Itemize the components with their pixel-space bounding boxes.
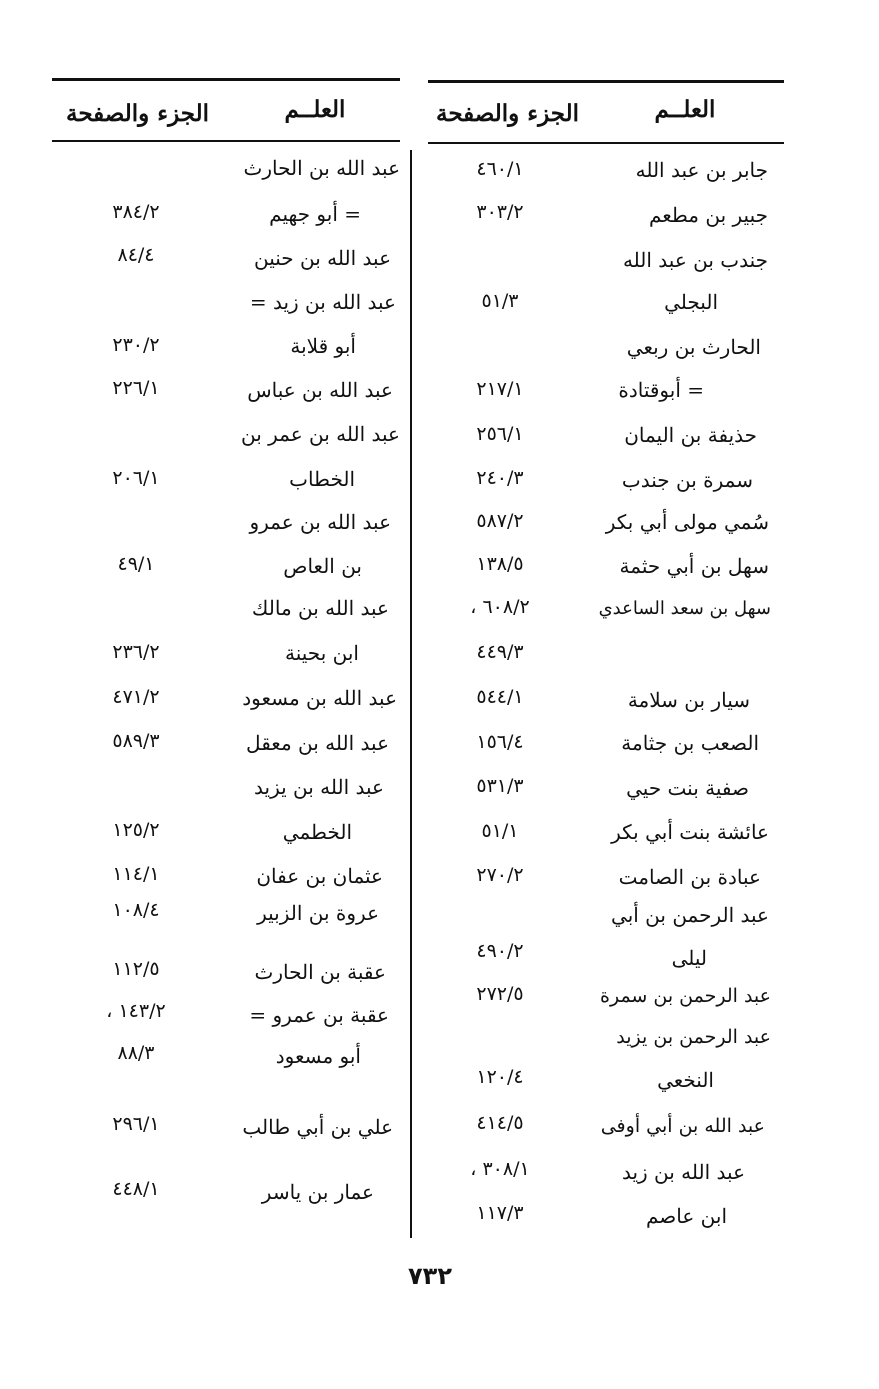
left-name-8: عبد الله بن عمرو (249, 510, 391, 534)
right-name-3: البجلي (664, 290, 718, 314)
left-name-12: عبد الله بن مسعود (242, 686, 397, 710)
right-ref-11: ٤٤٩/٣ (476, 641, 524, 663)
left-ref-4: ٢٣٠/٢ (112, 334, 160, 356)
right-name-1: جبير بن مطعم (648, 203, 768, 227)
right-ref-21: ١٢٠/٤ (476, 1066, 524, 1088)
right-name-8: سُمي مولى أبي بكر (605, 510, 769, 534)
right-ref-16: ٢٧٠/٢ (476, 864, 524, 886)
right-name-9: سهل بن أبي حثمة (619, 554, 769, 578)
left-name-9: بن العاص (283, 554, 362, 578)
left-ref-13: ٥٨٩/٣ (112, 730, 160, 752)
right-ref-13: ١٥٦/٤ (476, 731, 524, 753)
left-name-7: الخطاب (289, 467, 355, 491)
right-name-19: عبد الرحمن بن سمرة (600, 985, 771, 1007)
right-name-header: العلــم (654, 96, 716, 123)
left-ref-11: ٢٣٦/٢ (112, 641, 160, 663)
left-name-3: عبد الله بن زيد = (249, 290, 396, 314)
right-name-17: عبد الرحمن بن أبي (611, 903, 769, 927)
left-name-20: أبو مسعود (275, 1044, 361, 1068)
right-name-5: = أبوقتادة (618, 378, 704, 402)
right-ref-header: الجزء والصفحة (435, 100, 580, 127)
right-name-4: الحارث بن ربعي (626, 335, 761, 359)
left-ref-1: ٣٨٤/٢ (112, 201, 160, 223)
left-name-22: عمار بن ياسر (261, 1180, 374, 1204)
right-name-2: جندب بن عبد الله (622, 248, 768, 272)
left-ref-header: الجزء والصفحة (65, 100, 210, 127)
right-name-14: صفية بنت حيي (626, 776, 749, 800)
right-ref-3: ٥١/٣ (481, 290, 519, 312)
left-name-15: الخطمي (282, 820, 352, 844)
left-name-1: = أبو جهيم (269, 202, 361, 226)
right-name-22: عبد الله بن أبي أوفى (600, 1115, 765, 1137)
right-name-23: عبد الله بن زيد (621, 1160, 745, 1184)
left-ref-2: ٨٤/٤ (117, 244, 155, 266)
right-name-18: ليلى (671, 946, 707, 970)
right-ref-7: ٢٤٠/٣ (476, 467, 524, 489)
left-name-11: ابن بحينة (285, 641, 359, 665)
right-ref-6: ٢٥٦/١ (476, 423, 524, 445)
left-name-21: علي بن أبي طالب (242, 1115, 393, 1139)
left-ref-9: ٤٩/١ (117, 553, 155, 575)
left-name-18: عقبة بن الحارث (254, 960, 386, 984)
right-name-10: سهل بن سعد الساعدي (598, 598, 771, 619)
right-name-12: سيار بن سلامة (627, 688, 750, 712)
right-ref-10: ٦٠٨/٢ ، (470, 596, 530, 618)
left-ref-19: ١٤٣/٢ ، (106, 1000, 166, 1022)
right-name-6: حذيفة بن اليمان (624, 423, 757, 447)
left-ref-16: ١١٤/١ (112, 863, 160, 885)
header-rule-right (428, 80, 784, 83)
right-ref-1: ٣٠٣/٢ (476, 201, 524, 223)
right-ref-23: ٣٠٨/١ ، (470, 1158, 530, 1180)
left-name-10: عبد الله بن مالك (251, 596, 389, 620)
left-name-6: عبد الله بن عمر بن (240, 422, 400, 446)
left-ref-20: ٨٨/٣ (117, 1042, 155, 1064)
right-ref-8: ٥٨٧/٢ (476, 510, 524, 532)
right-ref-18: ٤٩٠/٢ (476, 940, 524, 962)
left-name-5: عبد الله بن عباس (247, 378, 393, 402)
header-underline-left (52, 140, 400, 142)
page-number: ٧٣٢ (408, 1262, 452, 1290)
header-rule-left (52, 78, 400, 81)
column-separator (410, 150, 412, 1238)
header-underline-right (428, 142, 784, 144)
right-name-0: جابر بن عبد الله (635, 158, 768, 182)
left-ref-12: ٤٧١/٢ (112, 686, 160, 708)
right-name-15: عائشة بنت أبي بكر (611, 820, 769, 844)
left-name-header: العلــم (284, 96, 346, 123)
right-name-21: النخعي (657, 1068, 714, 1092)
left-name-14: عبد الله بن يزيد (254, 775, 384, 799)
right-ref-5: ٢١٧/١ (476, 378, 524, 400)
left-name-19: عقبة بن عمرو = (249, 1003, 389, 1027)
left-name-13: عبد الله بن معقل (246, 731, 389, 755)
right-ref-22: ٤١٤/٥ (476, 1112, 524, 1134)
left-name-17: عروة بن الزبير (257, 901, 379, 925)
left-ref-22: ٤٤٨/١ (112, 1178, 160, 1200)
left-name-16: عثمان بن عفان (256, 864, 383, 888)
left-ref-5: ٢٢٦/١ (112, 377, 160, 399)
right-name-24: ابن عاصم (645, 1204, 727, 1228)
left-ref-15: ١٢٥/٢ (112, 819, 160, 841)
left-name-0: عبد الله بن الحارث (243, 156, 400, 180)
right-ref-9: ١٣٨/٥ (476, 553, 524, 575)
right-ref-12: ٥٤٤/١ (476, 686, 524, 708)
left-ref-7: ٢٠٦/١ (112, 467, 160, 489)
right-ref-24: ١١٧/٣ (476, 1202, 524, 1224)
left-name-2: عبد الله بن حنين (254, 246, 391, 270)
right-ref-0: ٤٦٠/١ (476, 158, 524, 180)
left-ref-17: ١٠٨/٤ (112, 899, 160, 921)
left-ref-18: ١١٢/٥ (112, 958, 160, 980)
right-name-13: الصعب بن جثامة (621, 731, 759, 755)
right-name-20: عبد الرحمن بن يزيد (616, 1026, 771, 1048)
right-ref-15: ٥١/١ (481, 820, 519, 842)
right-ref-14: ٥٣١/٣ (476, 775, 524, 797)
right-name-16: عبادة بن الصامت (618, 865, 761, 889)
right-name-7: سمرة بن جندب (621, 468, 753, 492)
left-name-4: أبو قلابة (290, 334, 356, 358)
right-ref-19: ٢٧٢/٥ (476, 983, 524, 1005)
left-ref-21: ٢٩٦/١ (112, 1113, 160, 1135)
